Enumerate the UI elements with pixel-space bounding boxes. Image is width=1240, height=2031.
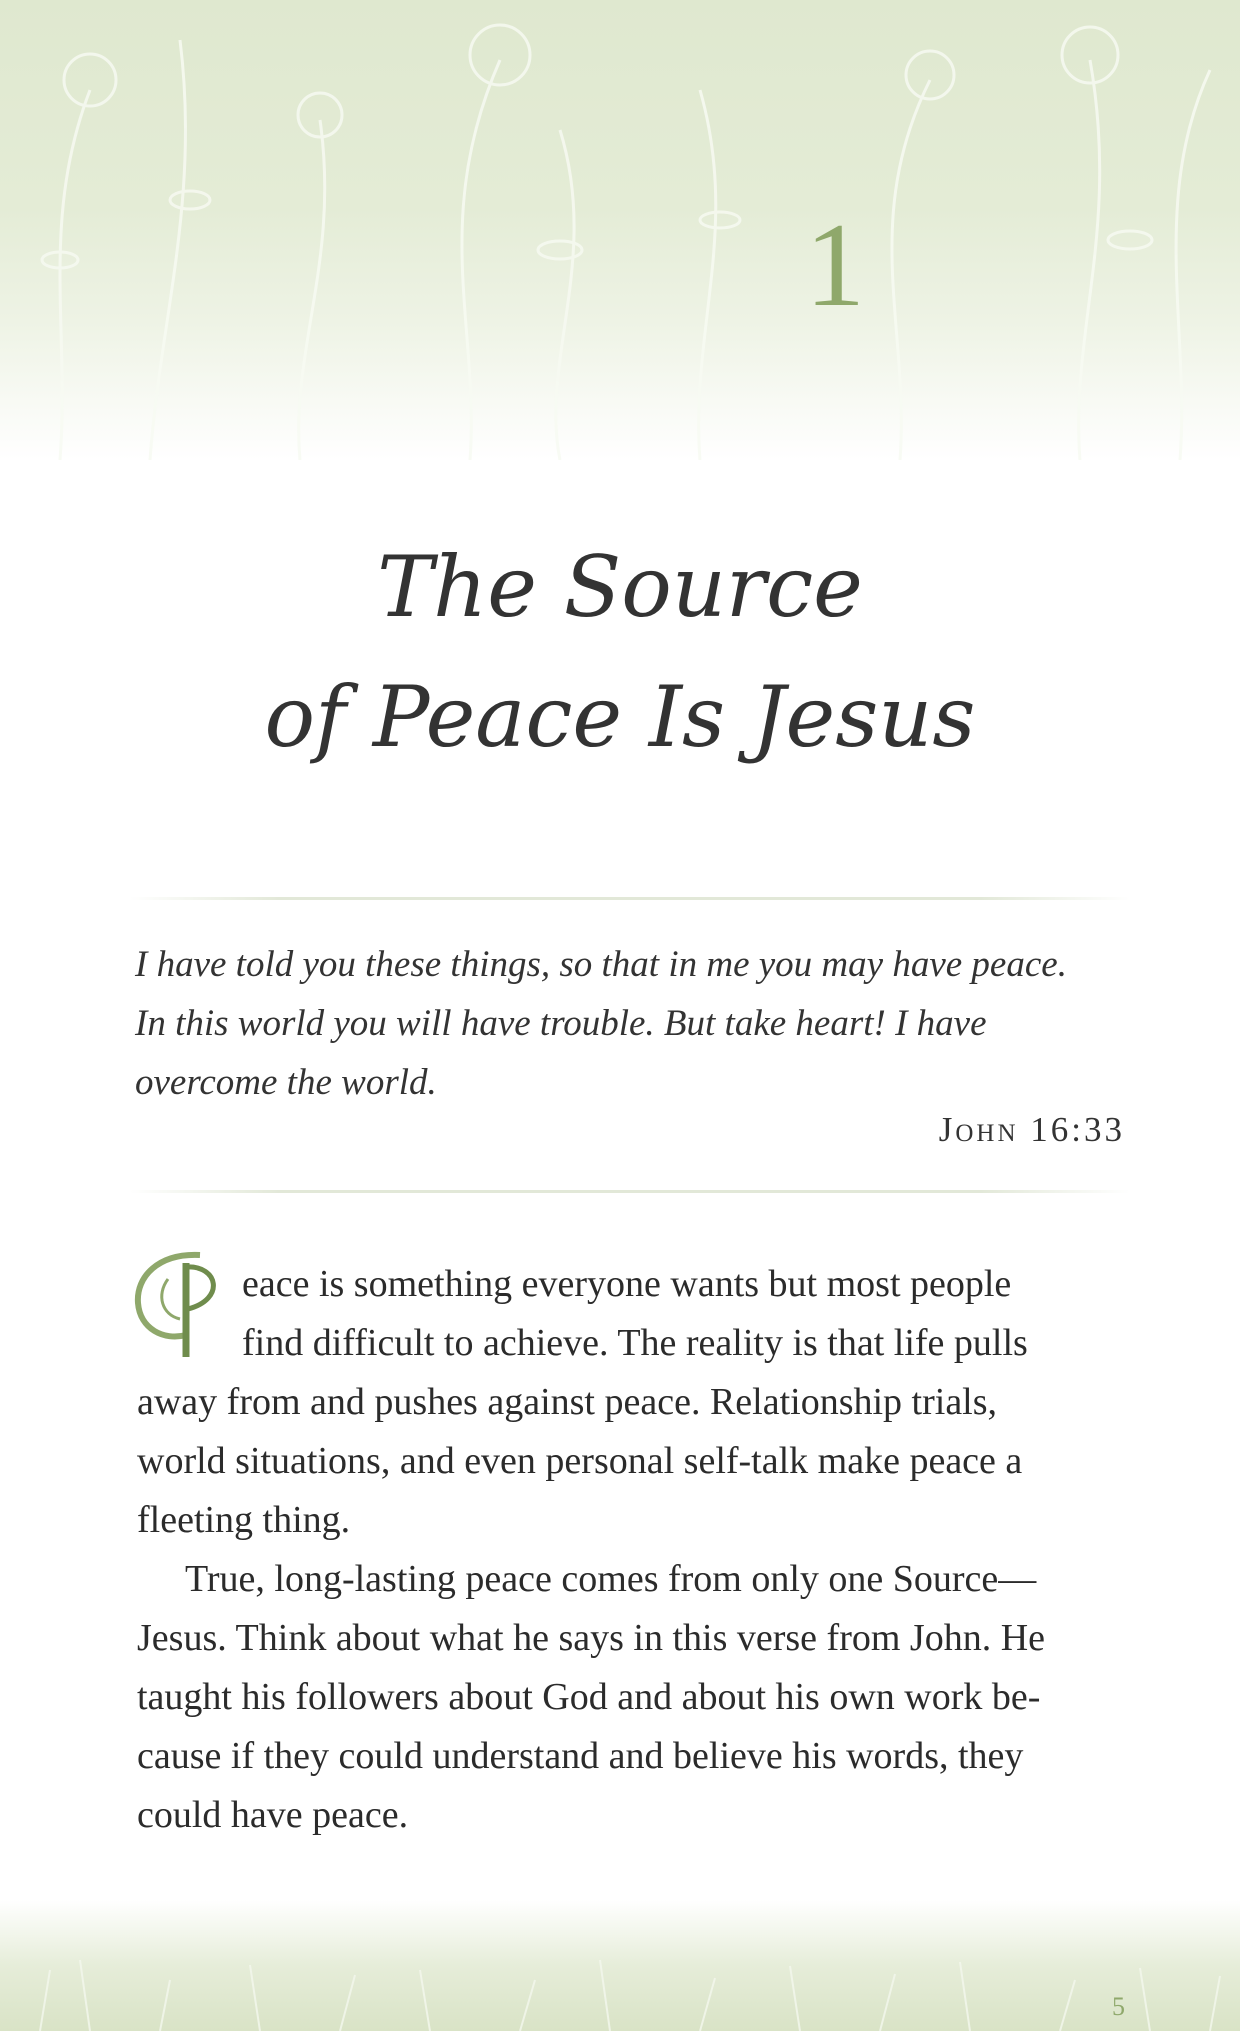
paragraph-line: eace is something everyone wants but most people	[242, 1263, 1012, 1305]
paragraph-line: taught his followers about God and about his own work be-	[137, 1676, 1041, 1718]
paragraph-line: could have peace.	[137, 1794, 409, 1836]
chapter-number: 1	[805, 198, 865, 331]
paragraph-line: world situations, and even personal self-talk make peace a	[137, 1440, 1023, 1482]
epigraph-bottom-divider	[130, 1190, 1130, 1193]
floral-illustration	[0, 0, 1240, 460]
paragraph-line: fleeting thing.	[137, 1499, 351, 1541]
epigraph-top-divider	[130, 897, 1130, 900]
paragraph-line: away from and pushes against peace. Relationship trials,	[137, 1381, 998, 1423]
paragraph-line: find difficult to achieve. The reality is that life pulls	[242, 1322, 1028, 1364]
chapter-title-line-1: The Source	[377, 538, 863, 636]
chapter-title-line-2: of Peace Is Jesus	[264, 668, 976, 766]
epigraph-line: overcome the world.	[135, 1062, 437, 1103]
page-number: 5	[1112, 1992, 1125, 2021]
scripture-reference: John 16:33	[938, 1110, 1125, 1149]
paragraph-line: Jesus. Think about what he says in this verse from John. He	[137, 1617, 1046, 1659]
paragraph-line: cause if they could understand and believe his words, they	[137, 1735, 1024, 1777]
grass-illustration	[0, 1900, 1240, 2031]
epigraph-verse	[135, 935, 1135, 1112]
drop-cap-p	[128, 1245, 238, 1360]
paragraph-line: True, long-lasting peace comes from only one Source—	[185, 1558, 1037, 1600]
epigraph-line: In this world you will have trouble. But take heart! I have	[135, 1003, 987, 1044]
epigraph-line: I have told you these things, so that in me you may have peace.	[135, 944, 1067, 985]
